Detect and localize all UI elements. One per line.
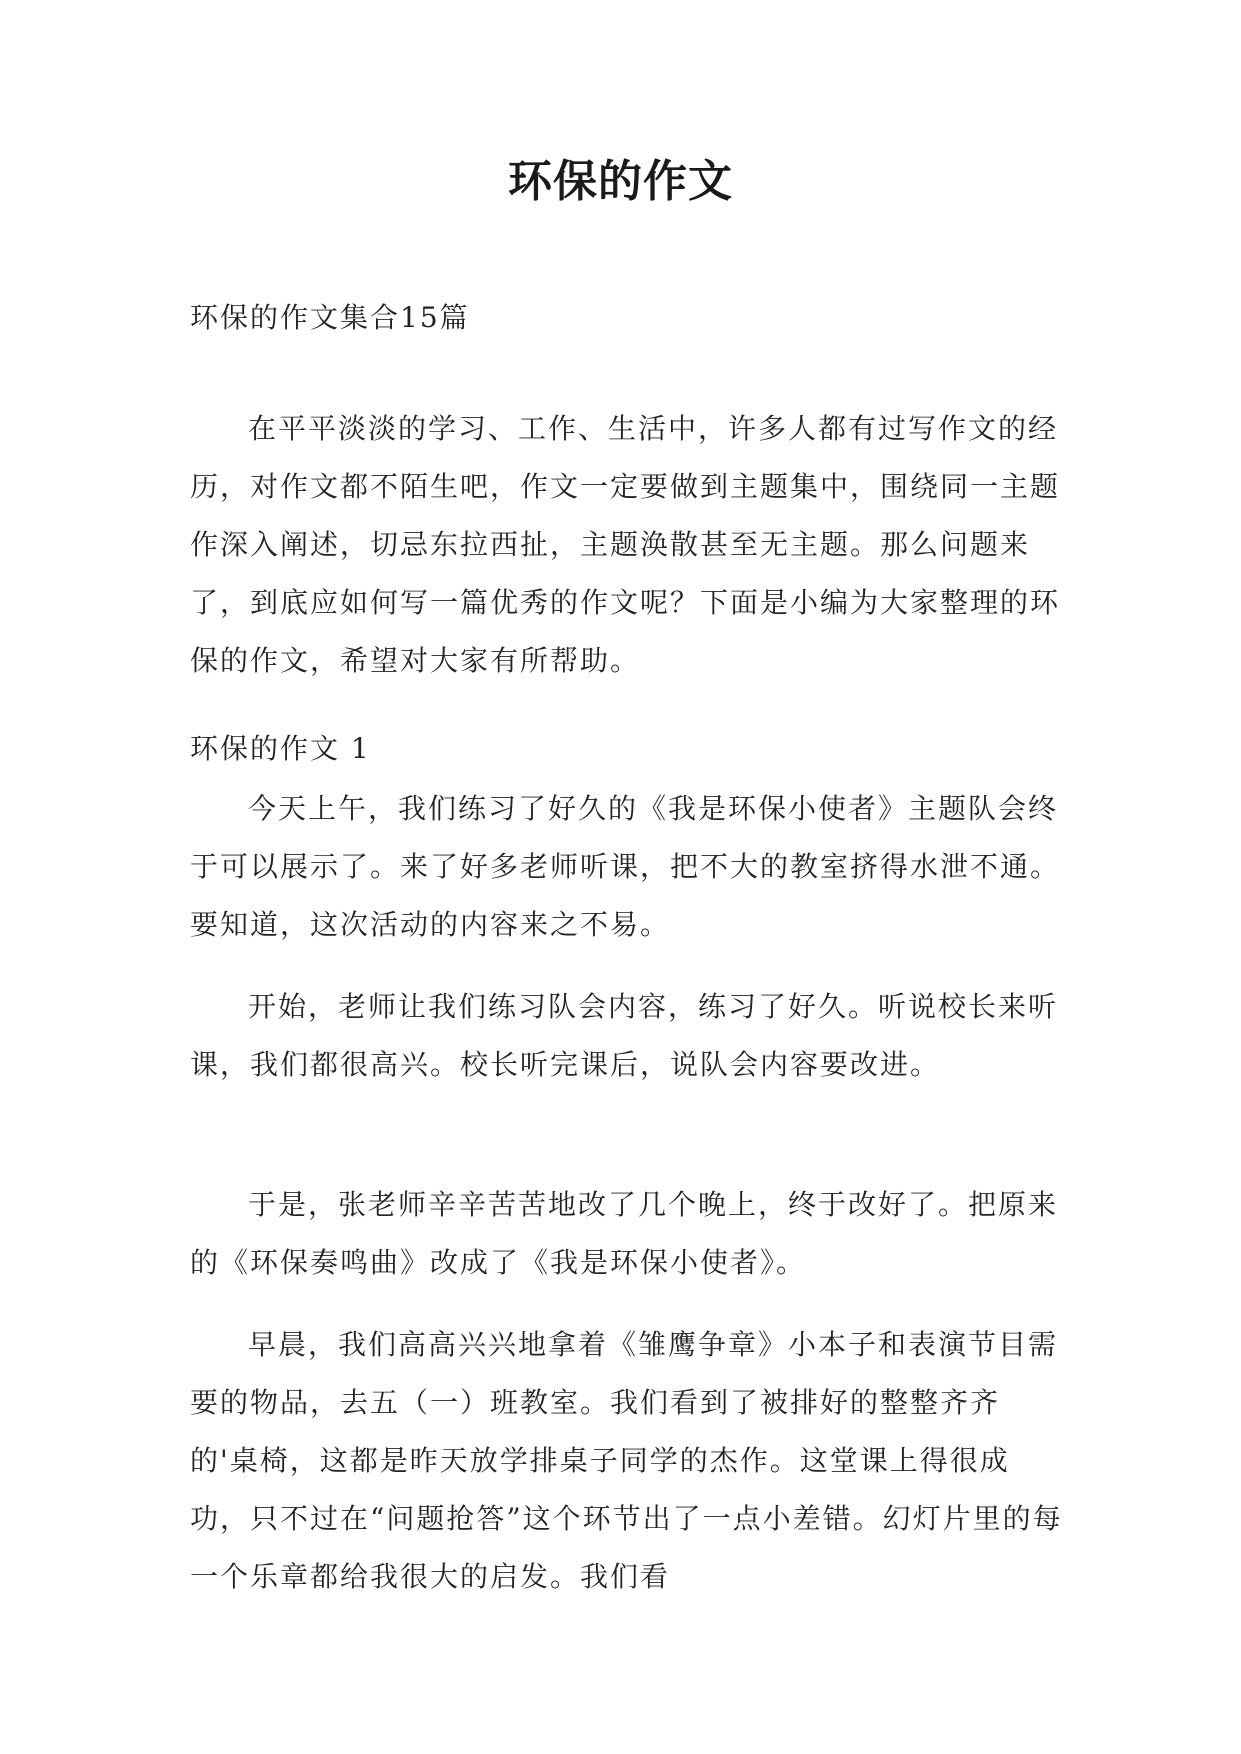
body-paragraph-3: 于是，张老师辛辛苦苦地改了几个晚上，终于改好了。把原来的《环保奏鸣曲》改成了《我是环保小使者》。	[190, 1188, 1059, 1279]
body-paragraph-4: 早晨，我们高高兴兴地拿着《雏鹰争章》小本子和表演节目需要的物品，去五（一）班教室。我们看到了被排好的整整齐齐的'桌椅，这都是昨天放学排桌子同学的杰作。这堂课上得很成功，只不过在“问题抢答”这个环节出了一点小差错。幻灯片里的每一个乐章都给我很大的启发。我们看	[190, 1328, 1063, 1593]
section-heading: 环保的作文 1	[190, 732, 371, 765]
body-paragraph-1: 今天上午，我们练习了好久的《我是环保小使者》主题队会终于可以展示了。来了好多老师听课，把不大的教室挤得水泄不通。要知道，这次活动的内容来之不易。	[190, 792, 1061, 941]
body-paragraph-2: 开始，老师让我们练习队会内容，练习了好久。听说校长来听课，我们都很高兴。校长听完课后，说队会内容要改进。	[190, 990, 1059, 1081]
document-subtitle: 环保的作文集合15篇	[190, 301, 470, 334]
document-title: 环保的作文	[508, 156, 733, 207]
intro-paragraph: 在平平淡淡的学习、工作、生活中，许多人都有过写作文的经历，对作文都不陌生吧，作文一定要做到主题集中，围绕同一主题作深入阐述，切忌东拉西扯，主题涣散甚至无主题。那么问题来了，到底应如何写一篇优秀的作文呢？下面是小编为大家整理的环保的作文，希望对大家有所帮助。	[190, 412, 1061, 677]
